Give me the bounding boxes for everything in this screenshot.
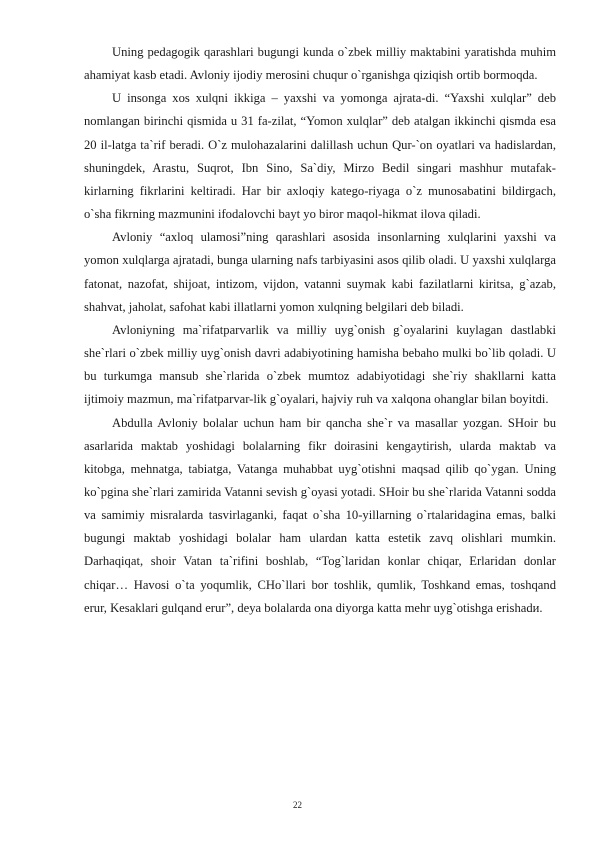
document-page: [84, 41, 556, 620]
paragraph-4: Avloniyning ma`rifatparvarlik va milliy uyg`onish g`oyalarini kuylagan dastlabki she`rlari o`zbek milliy uyg`onish davri adabiyotining hamisha bebaho mulki bo`lib qoladi. U bu turkumga mansub she`rlarida o`zbek mumtoz adabiyotidagi she`riy shakllarni katta ijtimoiy mazmun, ma`rifatparvar-lik g`oyalari, hajviy ruh va xalqona ohanglar bilan boyitdi.: [84, 322, 556, 407]
page-number: 22: [293, 800, 302, 810]
paragraph-5: Abdulla Avloniy bolalar uchun ham bir qancha she`r va masallar yozgan. SHoir bu asarlarida maktab yoshidagi bolalarning fikr doirasini kengaytirish, ularda maktab va kitobga, mehnatga, tabiatga, Vatanga muhabbat uyg`otishni maqsad qilib qo`ygan. Uning ko`pgina she`rlari zamirida Vatanni sevish g`oyasi yotadi. SHoir bu she`rlarida Vatanni sodda va samimiy misralarda tasvirlaganki, faqat o`sha 10-yillarning o`rtalaridagina emas, balki bugungi maktab yoshidagi bolalar ham ulardan katta estetik zavq olishlari mumkin. Darhaqiqat, shoir Vatan ta`rifini boshlab, “Tog`laridan konlar chiqar, Erlaridan donlar chiqar… Havosi o`ta yoqumlik, CHo`llari bor toshlik, qumlik, Toshkand emas, toshqand erur, Kesaklari gulqand erur”, deya bolalarda ona diyorga katta mehr uyg`otishga erishadи.: [84, 415, 556, 615]
paragraph-3: Avloniy “axloq ulamosi”ning qarashlari asosida insonlarning xulqlarini yaxshi va yomon xulqlarga ajratadi, bunga ularning nafs tarbiyasini asos qilib oladi. U yaxshi xulqlarga fatonat, nazofat, shijoat, intizom, vijdon, vatanni suymak kabi fazilatlarni kiritsa, g`azab, shahvat, jaholat, safohat kabi illatlarni yomon xulqning belgilari deb biladi.: [84, 230, 556, 314]
paragraph-2: U insonga xos xulqni ikkiga – yaxshi va yomonga ajrata-di. “Yaxshi xulqlar” deb nomlangan birinchi qismida u 31 fa-zilat, “Yomon xulqlar” deb atalgan ikkinchi qismda esa 20 il-latga ta`rif beradi. O`z mulohazalarini dalillash uchun Qur-`on oyatlari va hadislardan, shuningdek, Arastu, Suqrot, Ibn Sino, Sa`diy, Mirzo Bedil singari mashhur mutafak-kirlarning fikrlarini keltiradi. Har bir axloqiy katego-riyaga o`z munosabatini bildirgach, o`sha fikrning mazmunini ifodalovchi bayt yo biror maqol-hikmat ilova qiladi.: [84, 91, 556, 222]
paragraph-1: Uning pedagogik qarashlari bugungi kunda o`zbek milliy maktabini yaratishda muhim ahamiyat kasb etadi. Avloniy ijodiy merosini chuqur o`rganishga qiziqish ortib bormoqda.: [84, 45, 556, 83]
